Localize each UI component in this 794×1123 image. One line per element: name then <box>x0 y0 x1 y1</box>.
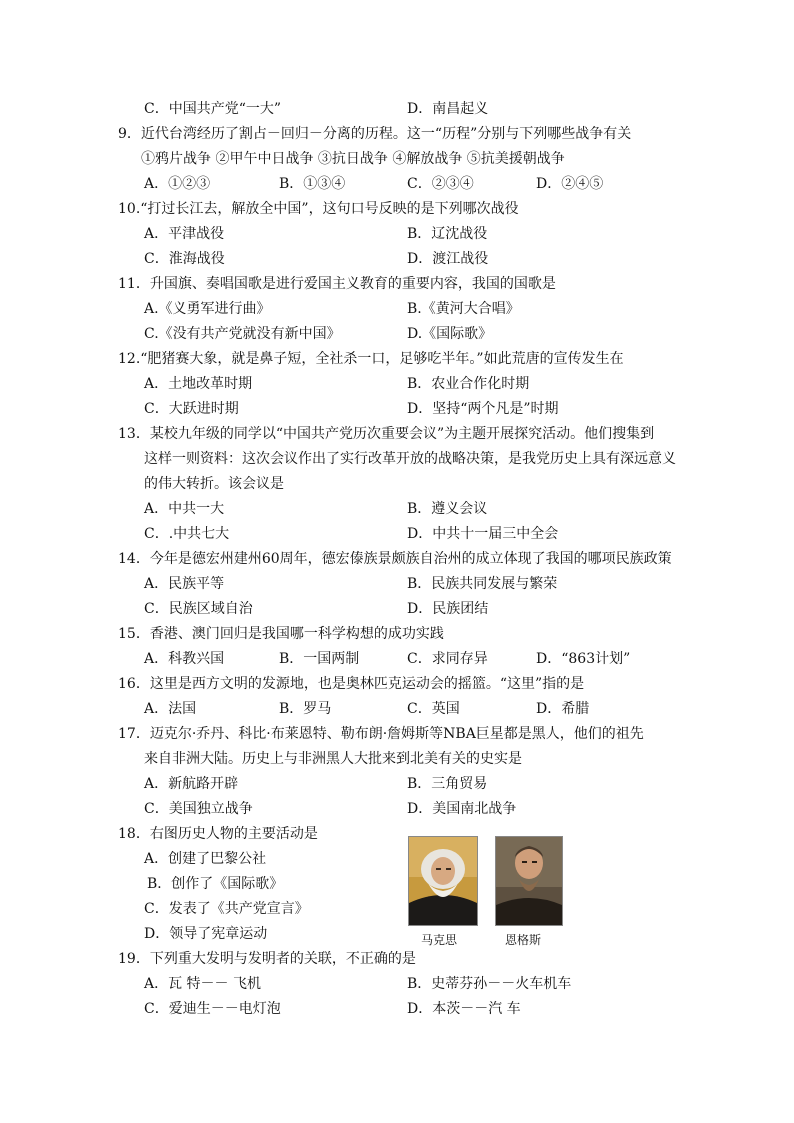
engels-portrait-image <box>496 837 562 925</box>
q9-items: ①鸦片战争 ②甲午中日战争 ③抗日战争 ④解放战争 ⑤抗美援朝战争 <box>141 151 565 167</box>
q12-option-c: C．大跃进时期 <box>144 401 239 417</box>
q17-stem-line2: 来自非洲大陆。历史上与非洲黑人大批来到北美有关的史实是 <box>144 751 522 767</box>
q11-option-c: C.《没有共产党就没有新中国》 <box>144 326 341 342</box>
q18-option-b: B．创作了《国际歌》 <box>147 876 284 892</box>
q14-option-d: D．民族团结 <box>407 601 489 617</box>
q10-option-d: D．渡江战役 <box>407 251 489 267</box>
q15-option-c: C．求同存异 <box>407 651 488 667</box>
q11-option-d: D.《国际歌》 <box>407 326 493 342</box>
q15-option-d: D．“863计划” <box>536 651 631 667</box>
q13-option-d: D．中共十一届三中全会 <box>407 526 559 542</box>
q11-stem: 11．升国旗、奏唱国歌是进行爱国主义教育的重要内容，我国的国歌是 <box>118 276 556 292</box>
q9-option-b: B．①③④ <box>279 176 346 192</box>
marx-caption: 马克思 <box>421 933 458 947</box>
q17-option-a: A．新航路开辟 <box>144 776 239 792</box>
q10-option-c: C．淮海战役 <box>144 251 225 267</box>
q19-option-d: D．本茨－－汽 车 <box>407 1001 521 1017</box>
q12-option-d: D．坚持“两个凡是”时期 <box>407 401 559 417</box>
q10-option-a: A．平津战役 <box>144 226 225 242</box>
q13-option-c: C．.中共七大 <box>144 526 230 542</box>
q15-option-b: B．一国两制 <box>279 651 360 667</box>
q16-stem: 16．这里是西方文明的发源地，也是奥林匹克运动会的摇篮。“这里”指的是 <box>118 676 585 692</box>
marx-portrait-image <box>409 837 477 925</box>
q18-option-c: C．发表了《共产党宣言》 <box>144 901 309 917</box>
q11-option-b: B.《黄河大合唱》 <box>407 301 520 317</box>
q16-option-b: B．罗马 <box>279 701 332 717</box>
q13-option-b: B．遵义会议 <box>407 501 488 517</box>
q17-option-b: B．三角贸易 <box>407 776 488 792</box>
q19-stem: 19．下列重大发明与发明者的关联，不正确的是 <box>118 951 416 967</box>
q12-option-a: A．土地改革时期 <box>144 376 253 392</box>
q17-option-c: C．美国独立战争 <box>144 801 253 817</box>
q16-option-a: A．法国 <box>144 701 197 717</box>
q12-stem: 12.“肥猪赛大象，就是鼻子短，全社杀一口，足够吃半年。”如此荒唐的宣传发生在 <box>118 351 624 367</box>
q14-option-a: A．民族平等 <box>144 576 225 592</box>
q11-option-a: A.《义勇军进行曲》 <box>144 301 271 317</box>
q16-option-c: C．英国 <box>407 701 460 717</box>
q19-option-a: A．瓦 特－－ 飞机 <box>144 976 262 992</box>
q14-option-b: B．民族共同发展与繁荣 <box>407 576 558 592</box>
q9-stem: 9．近代台湾经历了割占－回归－分离的历程。这一“历程”分别与下列哪些战争有关 <box>118 126 632 142</box>
q15-stem: 15．香港、澳门回归是我国哪一科学构想的成功实践 <box>118 626 444 642</box>
q14-stem: 14．今年是德宏州建州60周年，德宏傣族景颇族自治州的成立体现了我国的哪项民族政策 <box>118 551 672 567</box>
q14-option-c: C．民族区域自治 <box>144 601 253 617</box>
q9-option-c: C．②③④ <box>407 176 474 192</box>
q18-stem: 18．右图历史人物的主要活动是 <box>118 826 318 842</box>
q15-option-a: A．科教兴国 <box>144 651 225 667</box>
marx-portrait <box>408 836 478 926</box>
q8-option-d: D．南昌起义 <box>407 101 489 117</box>
q13-option-a: A．中共一大 <box>144 501 225 517</box>
q9-option-d: D．②④⑤ <box>536 176 604 192</box>
q13-stem-line3: 的伟大转折。该会议是 <box>144 476 284 492</box>
q16-option-d: D．希腊 <box>536 701 590 717</box>
engels-portrait <box>495 836 563 926</box>
q13-stem-line2: 这样一则资料：这次会议作出了实行改革开放的战略决策，是我党历史上具有深远意义 <box>144 451 676 467</box>
q9-option-a: A．①②③ <box>144 176 211 192</box>
q12-option-b: B．农业合作化时期 <box>407 376 530 392</box>
q19-option-b: B．史蒂芬孙－－火车机车 <box>407 976 572 992</box>
q19-option-c: C．爱迪生－－电灯泡 <box>144 1001 281 1017</box>
q17-stem-line1: 17．迈克尔·乔丹、科比·布莱恩特、勒布朗·詹姆斯等NBA巨星都是黑人，他们的祖先 <box>118 726 644 742</box>
q18-option-a: A．创建了巴黎公社 <box>144 851 267 867</box>
q10-stem: 10.“打过长江去，解放全中国”，这句口号反映的是下列哪次战役 <box>118 201 519 217</box>
q17-option-d: D．美国南北战争 <box>407 801 517 817</box>
q18-option-d: D．领导了宪章运动 <box>144 926 268 942</box>
q8-option-c: C．中国共产党“一大” <box>144 101 282 117</box>
q13-stem-line1: 13．某校九年级的同学以“中国共产党历次重要会议”为主题开展探究活动。他们搜集到 <box>118 426 655 442</box>
engels-caption: 恩格斯 <box>505 933 542 947</box>
q10-option-b: B．辽沈战役 <box>407 226 488 242</box>
